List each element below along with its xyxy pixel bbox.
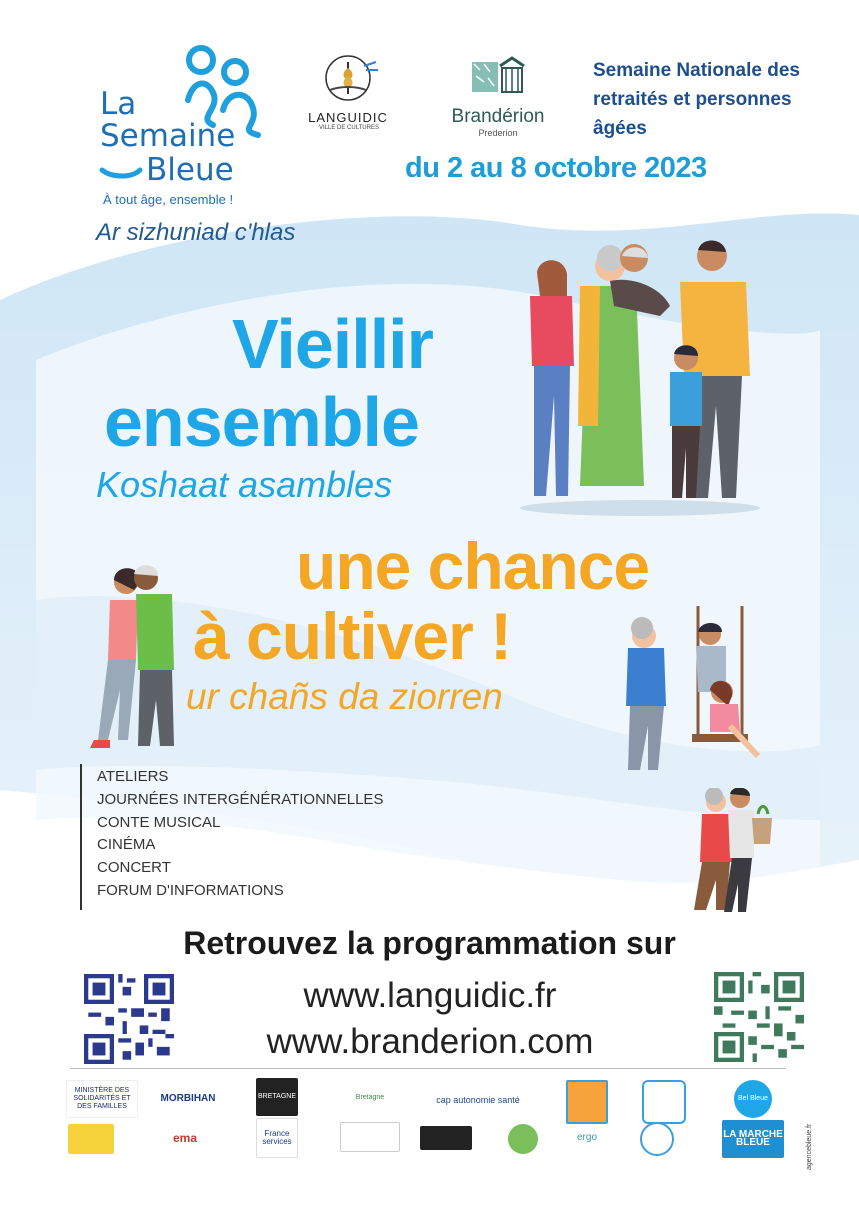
activity-item: CONTE MUSICAL — [97, 813, 221, 831]
semaine-bleue-breton: Ar sizhuniad c'hlas — [96, 219, 296, 246]
title-vieillir: Vieillir — [232, 305, 433, 383]
semaine-bleue-tagline: À tout âge, ensemble ! — [103, 192, 234, 207]
languidic-subtitle: VILLE DE CULTURES — [319, 125, 379, 131]
marche-bleue-logo: LA MARCHE BLEUE — [722, 1120, 784, 1158]
activity-item: FORUM D'INFORMATIONS — [97, 881, 284, 899]
branderion-url-link[interactable]: www.branderion.com — [266, 1022, 594, 1061]
national-week-title: Semaine Nationale des retraités et personnes âgées — [593, 60, 800, 139]
bretagne-logo: BRETAGNE — [256, 1078, 298, 1116]
title-une-chance: une chance — [296, 529, 650, 603]
languidic-url-link[interactable]: www.languidic.fr — [303, 976, 557, 1015]
dark-logo — [420, 1126, 472, 1150]
ergo-logo: ergo — [562, 1124, 612, 1152]
family-group-illustration — [510, 236, 770, 516]
circle-logo — [640, 1122, 674, 1156]
activity-item: JOURNÉES INTERGÉNÉRATIONNELLES — [97, 790, 384, 808]
title-ensemble: ensemble — [104, 383, 419, 461]
shopping-couple-illustration — [674, 788, 784, 918]
swing-grandparents-illustration — [618, 606, 768, 778]
credit-text: agencebleue.fr — [806, 1123, 813, 1170]
blocks-logo — [566, 1080, 608, 1124]
branderion-qr-code[interactable] — [714, 972, 804, 1062]
semaine-bleue-bleue: Bleue — [146, 152, 234, 188]
lavoir-logo — [340, 1122, 400, 1152]
activity-item: ATELIERS — [97, 768, 169, 785]
green-circle-logo — [508, 1124, 538, 1154]
cap-autonomie-logo: cap autonomie santé — [436, 1080, 520, 1120]
languidic-qr-code[interactable] — [84, 974, 174, 1064]
yellow-logo — [68, 1124, 114, 1154]
languidic-name: LANGUIDIC — [308, 110, 388, 125]
footer-divider — [70, 1068, 786, 1069]
ministere-logo: MINISTÈRE DES SOLIDARITÉS ET DES FAMILLES — [66, 1080, 138, 1118]
branderion-subtitle: Prederion — [478, 128, 518, 138]
bel-bleue-logo: Bel Bleue — [734, 1080, 772, 1118]
house-logo — [642, 1080, 686, 1124]
ema-logo: ema — [158, 1122, 212, 1154]
couple-hugging-illustration — [86, 560, 186, 755]
association-logo: Bretagne — [322, 1078, 418, 1118]
semaine-bleue-la: La — [100, 86, 137, 122]
france-services-logo: France services — [256, 1118, 298, 1158]
event-dates: du 2 au 8 octobre 2023 — [405, 152, 707, 184]
title-breton-chans: ur chañs da ziorren — [186, 676, 503, 717]
semaine-bleue-semaine: Semaine — [100, 118, 236, 154]
title-breton-koshaat: Koshaat asambles — [96, 464, 393, 505]
activity-item: CINÉMA — [97, 836, 156, 854]
branderion-name: Brandérion — [451, 106, 545, 127]
title-a-cultiver: à cultiver ! — [193, 599, 512, 673]
programme-heading: Retrouvez la programmation sur — [183, 925, 676, 961]
activities-list — [97, 766, 383, 903]
morbihan-logo: MORBIHAN — [146, 1086, 230, 1112]
activities-divider — [80, 764, 82, 910]
activity-item: CONCERT — [97, 859, 171, 877]
